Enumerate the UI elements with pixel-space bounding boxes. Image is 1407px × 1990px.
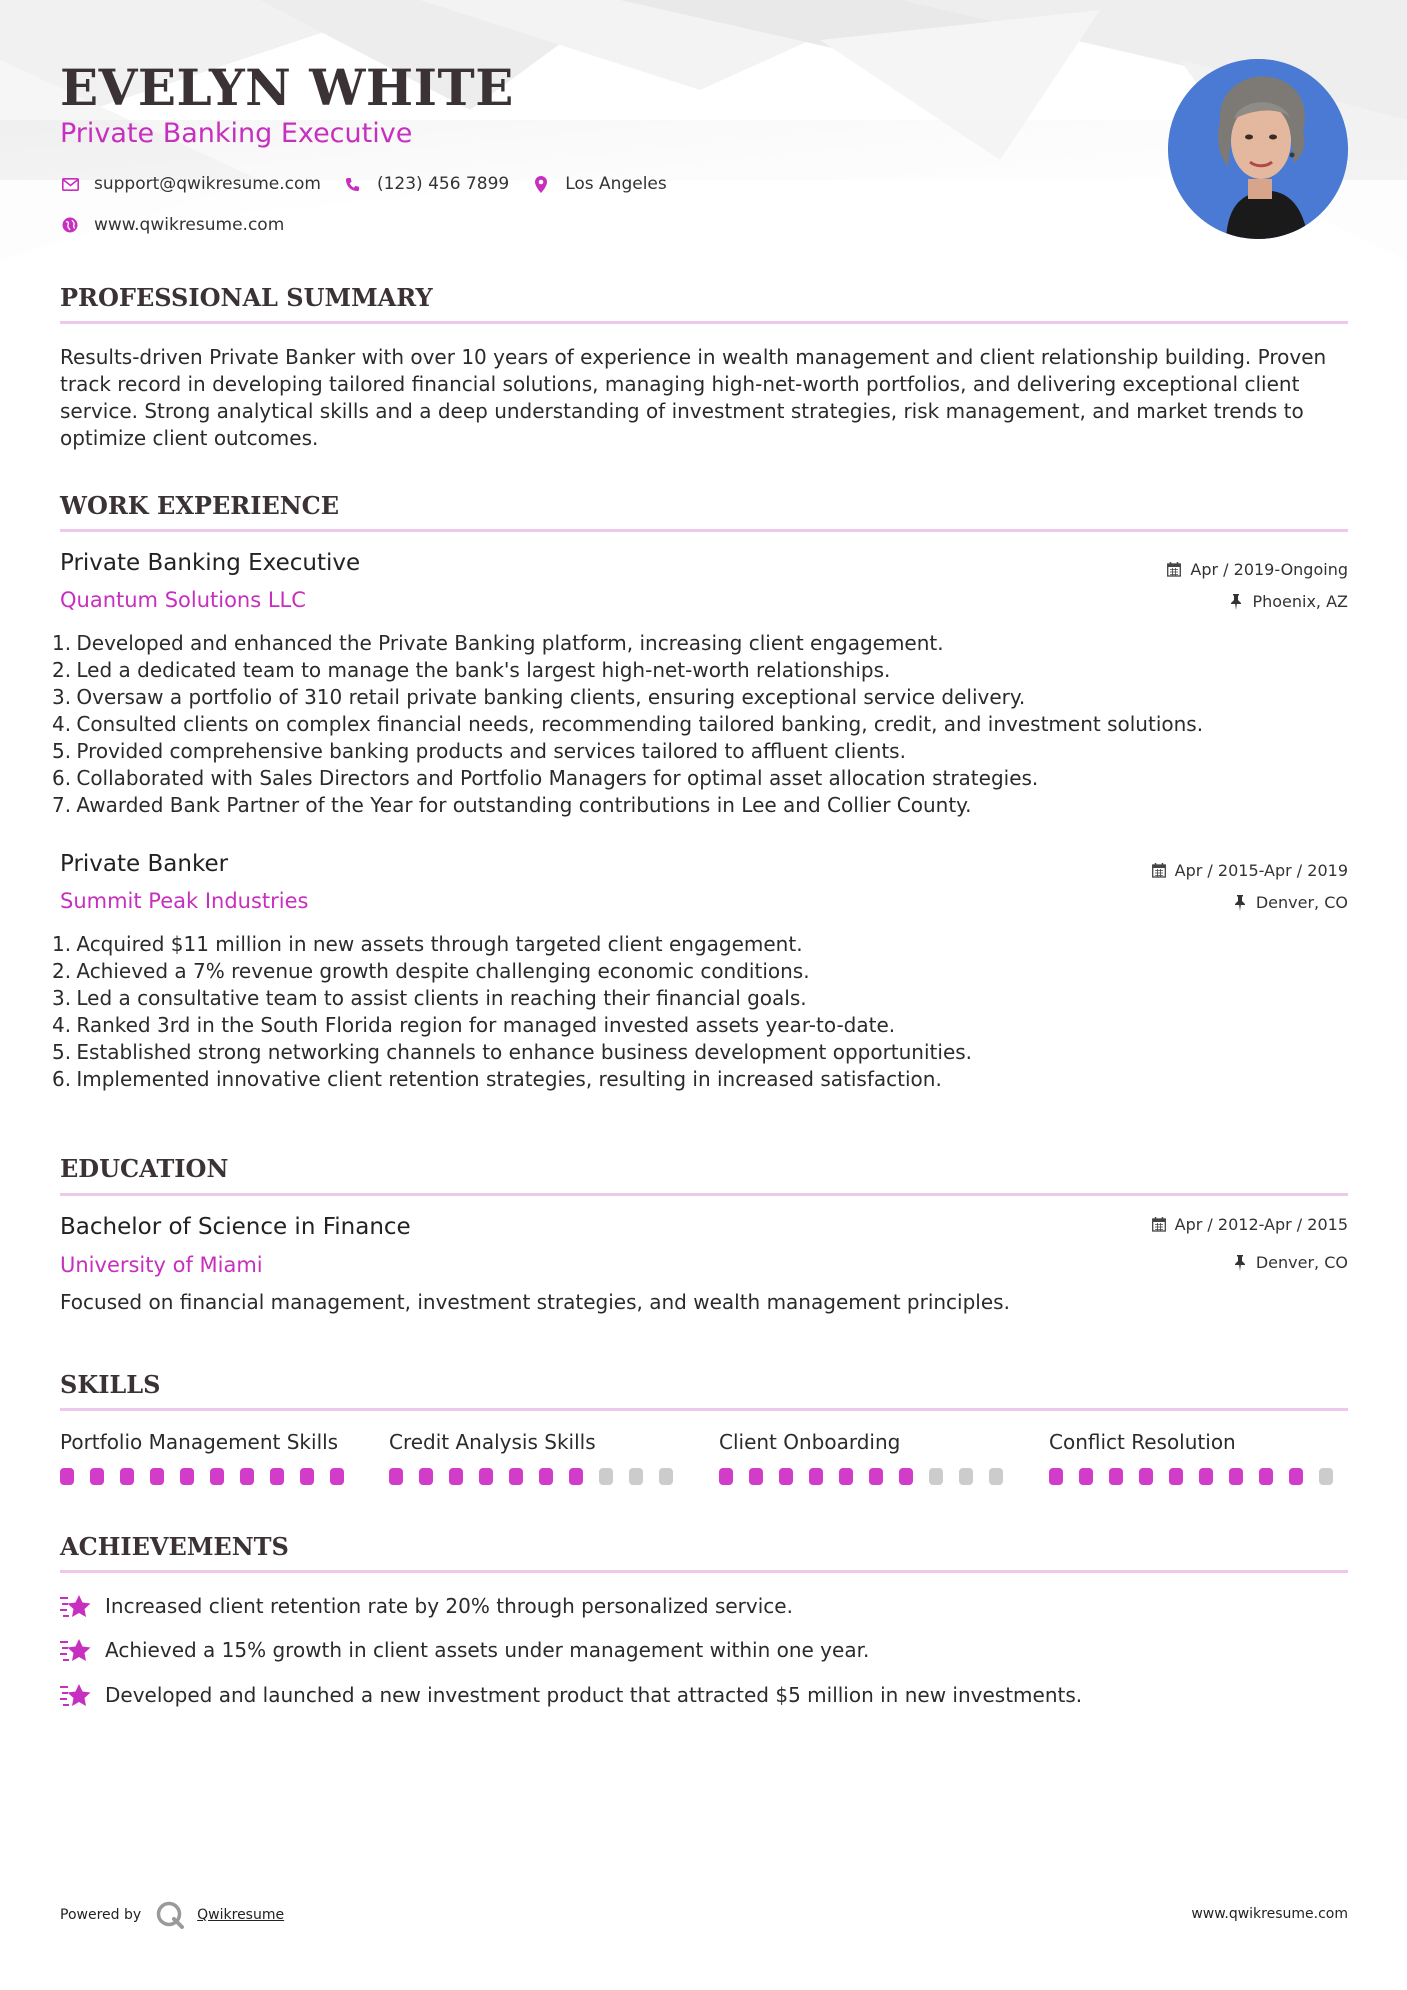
rating-dot-filled (479, 1468, 493, 1485)
list-item: 3. Led a consultative team to assist clients in reaching their financial goals. (52, 986, 807, 1010)
rating-dot-filled (899, 1468, 913, 1485)
job-dates-text: Apr / 2019-Ongoing (1190, 560, 1348, 579)
skill-rating (389, 1468, 689, 1485)
education-description: Focused on financial management, investment strategies, and wealth management principles. (60, 1290, 1010, 1314)
experience-divider (60, 529, 1348, 532)
job-location-text: Phoenix, AZ (1252, 592, 1348, 611)
rating-dot-filled (60, 1468, 74, 1485)
profile-photo (1168, 59, 1348, 239)
school-name: University of Miami (60, 1253, 263, 1277)
qwikresume-link[interactable]: Qwikresume (197, 1907, 285, 1923)
phone-icon (343, 174, 363, 194)
rating-dot-filled (389, 1468, 403, 1485)
achievement-item (60, 1681, 1082, 1709)
footer-powered-by (60, 1900, 284, 1930)
rating-dot-filled (180, 1468, 194, 1485)
job-title: Private Banking Executive (60, 550, 361, 576)
rating-dot-filled (1259, 1468, 1273, 1485)
location-text: Los Angeles (565, 174, 667, 194)
job-location-text: Denver, CO (1255, 893, 1348, 912)
star-badge-icon (60, 1681, 92, 1709)
phone-number[interactable]: (123) 456 7899 (376, 174, 510, 194)
skill-rating (1049, 1468, 1349, 1485)
rating-dot-filled (749, 1468, 763, 1485)
education-divider (60, 1193, 1348, 1196)
map-pin-icon (531, 174, 551, 194)
list-item: 3. Oversaw a portfolio of 310 retail private banking clients, ensuring exceptional service delivery. (52, 685, 1026, 709)
rating-dot-filled (1079, 1468, 1093, 1485)
rating-dot-filled (240, 1468, 254, 1485)
list-item: 4. Ranked 3rd in the South Florida region for managed invested assets year-to-date. (52, 1013, 896, 1037)
job-company: Quantum Solutions LLC (60, 588, 306, 612)
rating-dot-filled (120, 1468, 134, 1485)
candidate-name: EVELYN WHITE (60, 58, 514, 117)
achievements-heading: ACHIEVEMENTS (60, 1532, 289, 1561)
rating-dot-filled (1289, 1468, 1303, 1485)
summary-text: Results-driven Private Banker with over 10 years of experience in wealth management and client relationship building. Proven track record in developing tailored financial solutions, managing high-net-worth portfolios, and delivering exceptional client service. Strong analytical skills and a deep understanding of investment strategies, risk management, and market trends to optimize client outcomes. (60, 345, 1327, 450)
job-responsibilities (52, 931, 1348, 1093)
achievement-item (60, 1636, 869, 1664)
rating-dot-filled (869, 1468, 883, 1485)
rating-dot-filled (210, 1468, 224, 1485)
star-badge-icon (60, 1636, 92, 1664)
calendar-icon (1166, 562, 1182, 578)
skill-rating (719, 1468, 1019, 1485)
summary-divider (60, 321, 1348, 324)
achievement-text: Developed and launched a new investment product that attracted $5 million in new investments. (105, 1683, 1083, 1707)
skills-divider (60, 1408, 1348, 1411)
list-item: 7. Awarded Bank Partner of the Year for outstanding contributions in Lee and Collier County. (52, 793, 972, 817)
skill-item (60, 1430, 360, 1485)
skill-item (1049, 1430, 1349, 1485)
summary-heading: PROFESSIONAL SUMMARY (60, 283, 433, 312)
rating-dot-empty (959, 1468, 973, 1485)
job-dates-text: Apr / 2015-Apr / 2019 (1174, 861, 1348, 880)
rating-dot-filled (270, 1468, 284, 1485)
rating-dot-empty (599, 1468, 613, 1485)
rating-dot-filled (569, 1468, 583, 1485)
achievement-text: Increased client retention rate by 20% through personalized service. (105, 1594, 793, 1618)
rating-dot-filled (719, 1468, 733, 1485)
qwikresume-logo-icon (155, 1900, 185, 1930)
education-location-text: Denver, CO (1255, 1253, 1348, 1272)
list-item: 5. Established strong networking channels to enhance business development opportunities. (52, 1040, 973, 1064)
skill-item (389, 1430, 689, 1485)
rating-dot-filled (509, 1468, 523, 1485)
globe-icon (60, 215, 80, 235)
website-row (60, 215, 306, 235)
rating-dot-empty (1319, 1468, 1333, 1485)
list-item: 5. Provided comprehensive banking products and services tailored to affluent clients. (52, 739, 906, 763)
envelope-icon (60, 174, 80, 194)
rating-dot-filled (419, 1468, 433, 1485)
education-location (1232, 1253, 1348, 1272)
education-dates (1151, 1215, 1348, 1234)
skill-name: Conflict Resolution (1049, 1430, 1236, 1454)
rating-dot-filled (539, 1468, 553, 1485)
education-dates-text: Apr / 2012-Apr / 2015 (1174, 1215, 1348, 1234)
powered-by-label: Powered by (60, 1907, 142, 1923)
pushpin-icon (1228, 594, 1244, 610)
rating-dot-empty (629, 1468, 643, 1485)
pushpin-icon (1232, 895, 1248, 911)
rating-dot-filled (150, 1468, 164, 1485)
job-dates (1151, 861, 1348, 880)
achievement-item (60, 1592, 793, 1620)
achievements-divider (60, 1570, 1348, 1573)
rating-dot-filled (809, 1468, 823, 1485)
candidate-title: Private Banking Executive (60, 118, 413, 149)
calendar-icon (1151, 1217, 1167, 1233)
pushpin-icon (1232, 1255, 1248, 1271)
list-item: 2. Led a dedicated team to manage the bank's largest high-net-worth relationships. (52, 658, 891, 682)
rating-dot-filled (300, 1468, 314, 1485)
skill-name: Client Onboarding (719, 1430, 901, 1454)
list-item: 4. Consulted clients on complex financial needs, recommending tailored banking, credit, and investment solutions. (52, 712, 1204, 736)
job-dates (1166, 560, 1348, 579)
rating-dot-filled (1199, 1468, 1213, 1485)
skill-rating (60, 1468, 360, 1485)
list-item: 1. Developed and enhanced the Private Banking platform, increasing client engagement. (52, 631, 944, 655)
list-item: 1. Acquired $11 million in new assets through targeted client engagement. (52, 932, 803, 956)
rating-dot-filled (779, 1468, 793, 1485)
contact-row (60, 174, 689, 194)
website-link[interactable]: www.qwikresume.com (94, 215, 285, 235)
rating-dot-empty (929, 1468, 943, 1485)
calendar-icon (1151, 863, 1167, 879)
star-badge-icon (60, 1592, 92, 1620)
job-location (1228, 592, 1348, 611)
degree-title: Bachelor of Science in Finance (60, 1214, 411, 1240)
rating-dot-filled (1049, 1468, 1063, 1485)
job-responsibilities (52, 630, 1348, 819)
skill-name: Portfolio Management Skills (60, 1430, 339, 1454)
list-item: 6. Implemented innovative client retention strategies, resulting in increased satisfaction. (52, 1067, 942, 1091)
education-heading: EDUCATION (60, 1154, 229, 1183)
job-location (1232, 893, 1348, 912)
list-item: 6. Collaborated with Sales Directors and Portfolio Managers for optimal asset allocation strategies. (52, 766, 1039, 790)
job-company: Summit Peak Industries (60, 889, 309, 913)
rating-dot-empty (989, 1468, 1003, 1485)
job-title: Private Banker (60, 851, 229, 877)
rating-dot-filled (330, 1468, 344, 1485)
rating-dot-empty (659, 1468, 673, 1485)
rating-dot-filled (1229, 1468, 1243, 1485)
list-item: 2. Achieved a 7% revenue growth despite challenging economic conditions. (52, 959, 810, 983)
skill-item (719, 1430, 1019, 1485)
skill-name: Credit Analysis Skills (389, 1430, 596, 1454)
rating-dot-filled (839, 1468, 853, 1485)
rating-dot-filled (90, 1468, 104, 1485)
rating-dot-filled (449, 1468, 463, 1485)
email-link[interactable]: support@qwikresume.com (94, 174, 321, 194)
skills-heading: SKILLS (60, 1370, 161, 1399)
rating-dot-filled (1109, 1468, 1123, 1485)
experience-heading: WORK EXPERIENCE (60, 491, 340, 520)
rating-dot-filled (1169, 1468, 1183, 1485)
footer-url[interactable]: www.qwikresume.com (1191, 1906, 1348, 1922)
achievement-text: Achieved a 15% growth in client assets under management within one year. (105, 1638, 870, 1662)
rating-dot-filled (1139, 1468, 1153, 1485)
